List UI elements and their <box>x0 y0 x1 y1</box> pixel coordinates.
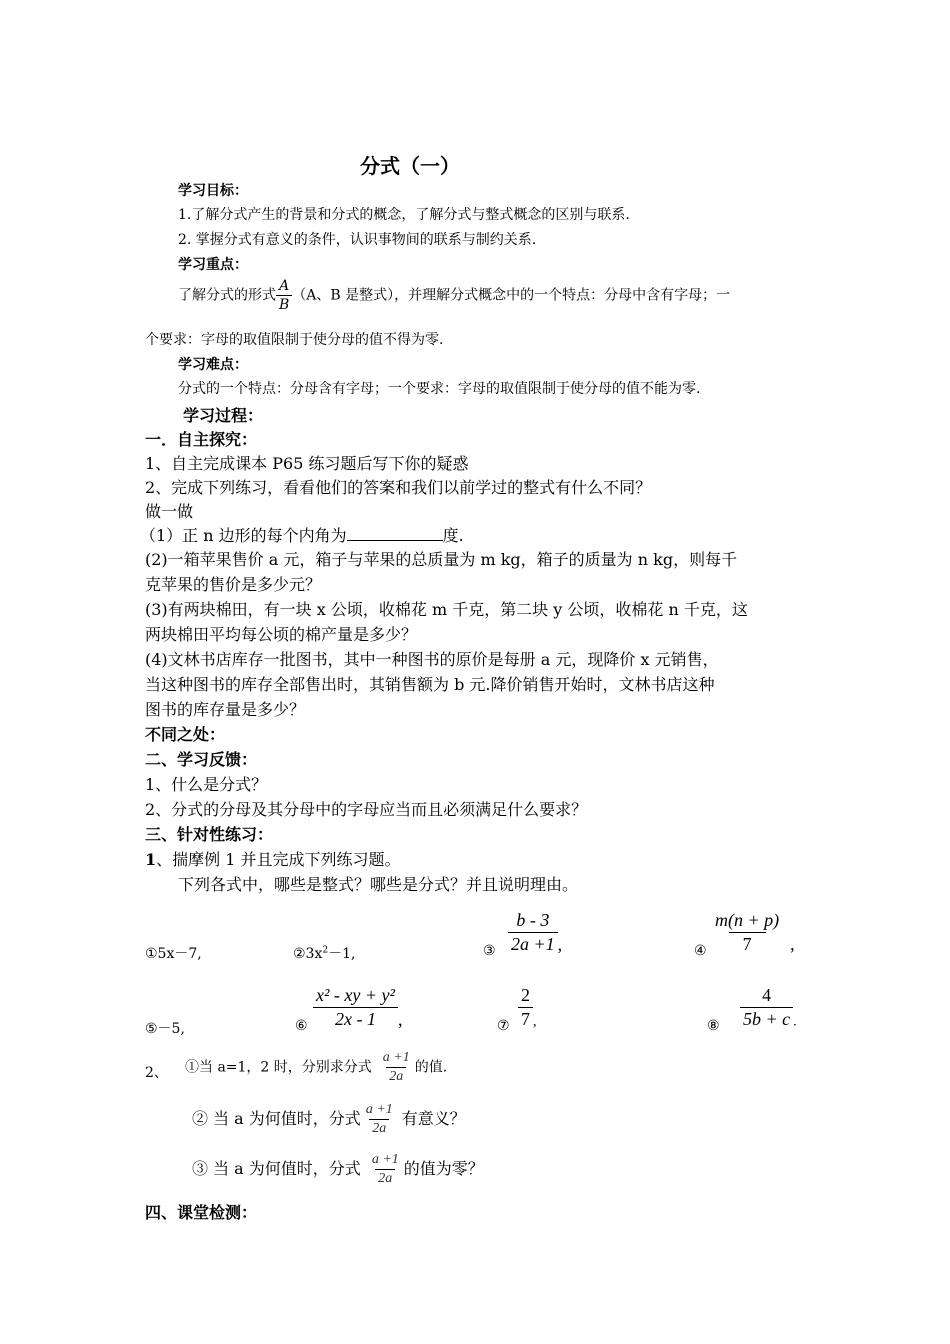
section3-heading: 三、针对性练习： <box>145 825 274 844</box>
section1-heading: 一．自主探究： <box>145 430 258 449</box>
page-title: 分式（一） <box>360 154 460 178</box>
expression-6-fraction <box>313 985 398 1029</box>
section2-heading: 二、学习反馈： <box>145 750 258 769</box>
expression-3-label: ③ <box>483 943 496 959</box>
question-2-line-1: (2)一箱苹果售价 a 元，箱子与苹果的总质量为 m kg，箱子的质量为 n kg，则每千 <box>145 550 738 569</box>
zuoyizuo-label: 做一做 <box>145 502 194 521</box>
expression-8-fraction <box>740 985 793 1029</box>
question-1-suffix: 度. <box>442 526 464 545</box>
section3-item-1 <box>145 847 401 870</box>
question-4-line-2: 当这种图书的库存全部售出时，其销售额为 b 元.降价销售开始时，文林书店这种 <box>145 675 715 694</box>
difficult-points-heading: 学习难点： <box>178 357 248 373</box>
fraction-denominator: 2a <box>375 1169 395 1187</box>
item-2-q3-prefix: ③ 当 a 为何值时，分式 <box>192 1159 361 1179</box>
section3-item-2-q1 <box>185 1050 447 1085</box>
question-2-line-2: 克苹果的售价是多少元？ <box>145 575 322 594</box>
fraction-a-plus-1-over-2a <box>380 1050 413 1085</box>
answer-blank <box>347 526 443 541</box>
key-points-line-1 <box>178 278 730 313</box>
expression-2-base: ②3x <box>293 946 323 962</box>
expression-8-label: ⑧ <box>707 1018 720 1034</box>
expression-1: ①5x－7, <box>145 946 202 962</box>
key-points-heading: 学习重点： <box>178 257 248 273</box>
fraction-numerator: a +1 <box>382 1050 410 1065</box>
difficult-points-text: 分式的一个特点：分母含有字母；一个要求：字母的取值限制于使分母的值不能为零. <box>178 381 701 397</box>
item-2-q3-suffix: 的值为零？ <box>403 1159 484 1179</box>
section3-item-1-number: 1 <box>145 850 157 869</box>
expression-6-label: ⑥ <box>295 1018 308 1034</box>
expression-3-fraction <box>508 910 558 954</box>
section3-item-1-text: 、揣摩例 1 并且完成下列练习题。 <box>156 850 401 869</box>
item-2-q2-suffix: 有意义？ <box>401 1109 466 1129</box>
item-2-q2-prefix: ② 当 a 为何值时，分式 <box>192 1109 361 1129</box>
expression-7-denominator: 7 <box>518 1007 533 1030</box>
key-points-prefix: 了解分式的形式 <box>178 287 276 304</box>
fraction-denominator: 2a <box>369 1119 389 1137</box>
fraction-a-plus-1-over-2a <box>363 1102 396 1137</box>
fraction-denominator: B <box>276 295 292 313</box>
expression-3-numerator: b - 3 <box>516 910 550 930</box>
section2-item-1: 1、什么是分式？ <box>145 775 268 794</box>
section3-item-1-sub: 下列各式中，哪些是整式？哪些是分式？并且说明理由。 <box>178 875 579 894</box>
difference-label: 不同之处： <box>145 725 226 744</box>
expression-2 <box>293 943 355 963</box>
objective-item-2: 2. 掌握分式有意义的条件，认识事物间的联系与制约关系. <box>178 232 537 248</box>
process-heading: 学习过程： <box>183 406 264 425</box>
key-points-suffix: （A、B 是整式），并理解分式概念中的一个特点：分母中含有字母；一 <box>292 287 731 304</box>
section3-item-2-q3 <box>192 1152 484 1187</box>
expression-3: $\frac{b - 3}{2a +1}$ , <box>508 910 562 955</box>
expression-4-denominator: 7 <box>729 932 766 955</box>
expression-6-denominator: 2x - 1 <box>313 1007 398 1030</box>
question-4-line-3: 图书的库存量是多少？ <box>145 700 306 719</box>
fraction-a-plus-1-over-2a <box>369 1152 402 1187</box>
section2-item-2: 2、分式的分母及其分母中的字母应当而且必须满足什么要求？ <box>145 800 588 819</box>
question-3-line-1: (3)有两块棉田，有一块 x 公顷，收棉花 m 千克，第二块 y 公顷，收棉花 n 千克，这 <box>145 600 748 619</box>
expression-8-denominator: 5b + c <box>740 1007 793 1030</box>
expression-7-fraction <box>518 985 533 1029</box>
item-2-q1-suffix: 的值. <box>414 1059 448 1076</box>
key-points-line-2: 个要求：字母的取值限制于使分母的值不得为零. <box>145 332 444 348</box>
fraction-a-over-b <box>276 278 292 313</box>
item-2-q1-prefix: ①当 a=1，2 时，分别求分式 <box>185 1059 372 1076</box>
expression-3-denominator: 2a +1 <box>508 932 558 955</box>
expression-7-numerator: 2 <box>521 985 530 1005</box>
question-3-line-2: 两块棉田平均每公顷的棉产量是多少？ <box>145 625 418 644</box>
section1-item-2: 2、完成下列练习，看看他们的答案和我们以前学过的整式有什么不同？ <box>145 478 652 497</box>
fraction-denominator: 2a <box>386 1067 406 1085</box>
expression-4: $\frac{m(n + p)}{7}$ , <box>712 910 795 955</box>
expression-4-numerator: m(n + p) <box>715 910 780 930</box>
question-4-line-1: (4)文林书店库存一批图书，其中一种图书的原价是每册 a 元，现降价 x 元销售， <box>145 650 719 669</box>
section4-heading: 四、课堂检测： <box>145 1203 258 1222</box>
question-1-prefix: （1）正 n 边形的每个内角为 <box>140 526 347 545</box>
expression-4-label: ④ <box>694 943 707 959</box>
expression-2-rest: －1, <box>328 946 356 962</box>
expression-2-exponent: 2 <box>322 945 329 956</box>
section1-item-1: 1、自主完成课本 P65 练习题后写下你的疑惑 <box>145 454 469 473</box>
fraction-numerator: A <box>279 278 290 294</box>
objectives-heading: 学习目标： <box>178 183 248 199</box>
fraction-numerator: a +1 <box>371 1152 399 1167</box>
question-1 <box>140 523 464 546</box>
objective-item-1: 1.了解分式产生的背景和分式的概念，了解分式与整式概念的区别与联系. <box>178 207 630 223</box>
expression-7-label: ⑦ <box>497 1018 510 1034</box>
section3-item-2-number: 2、 <box>145 1065 168 1081</box>
expression-6: $\frac{\text{x² - xy + y²}}{2x - 1}$ , <box>313 985 402 1030</box>
expression-7: $\frac{2}{7}$ $_,$ <box>518 985 537 1030</box>
expression-6-numerator: x² - xy + y² <box>316 985 395 1005</box>
expression-8: $\frac{4}{5b + c}$ $_.$ <box>740 985 797 1030</box>
expression-5: ⑤－5, <box>145 1021 185 1037</box>
expression-8-numerator: 4 <box>762 985 772 1005</box>
section3-item-2-q2 <box>192 1102 466 1137</box>
expression-4-fraction <box>712 910 782 954</box>
fraction-numerator: a +1 <box>365 1102 393 1117</box>
